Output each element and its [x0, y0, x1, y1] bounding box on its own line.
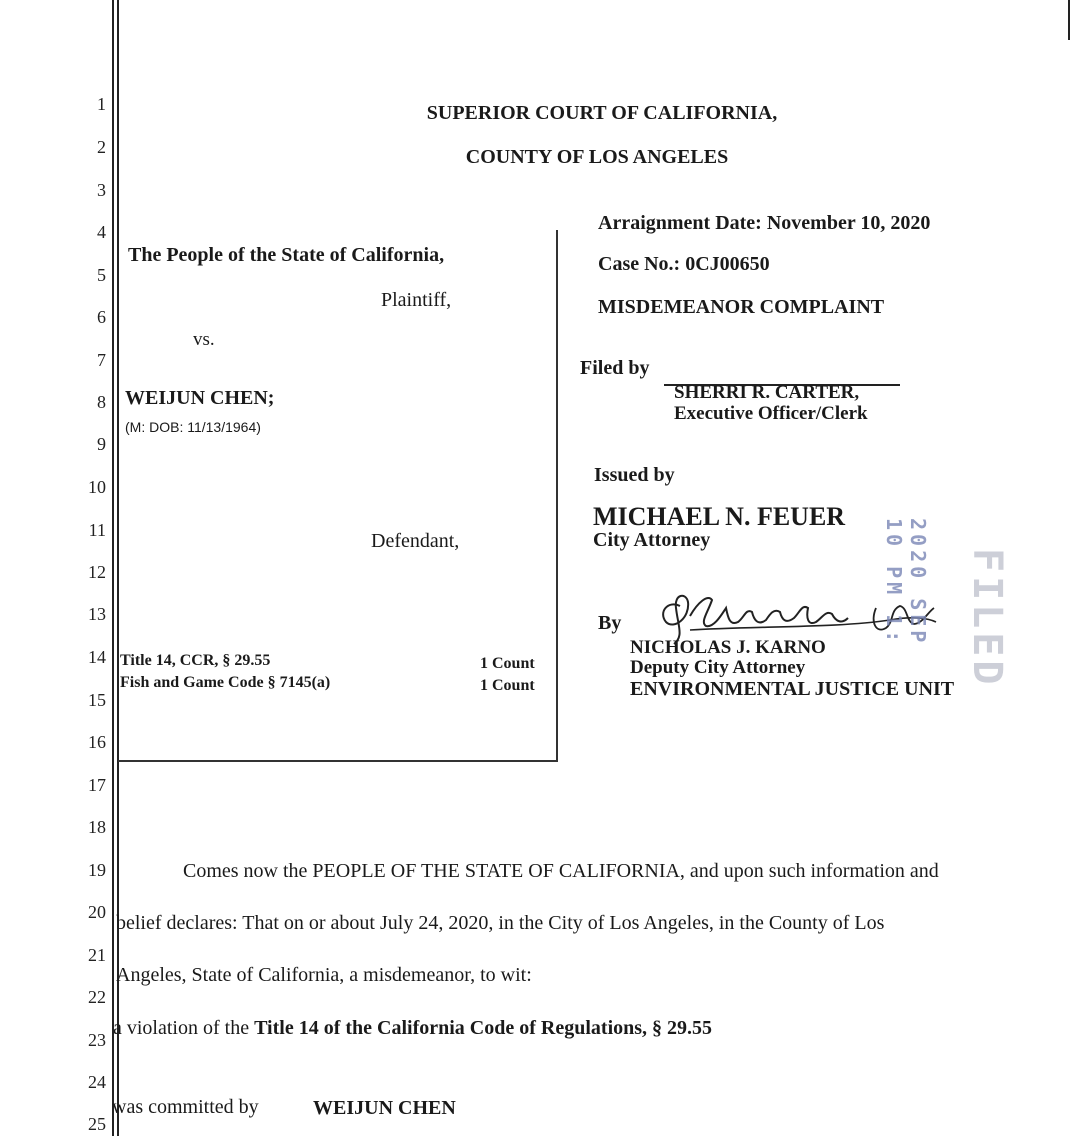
charge-code: Fish and Game Code § 7145(a) — [120, 674, 331, 691]
line-number: 6 — [97, 307, 106, 327]
line-number: 12 — [88, 562, 106, 582]
charge-code: Title 14, CCR, § 29.55 — [120, 652, 271, 669]
attorney-name: MICHAEL N. FEUER — [593, 502, 846, 531]
filed-stamp: FILED — [964, 548, 1010, 689]
defendant-name: WEIJUN CHEN; — [125, 387, 275, 409]
line-number: 14 — [88, 647, 106, 667]
line-number: 8 — [97, 392, 106, 412]
filed-date-stamp: 2020 SEP 10 PM 1: — [882, 518, 930, 647]
line-number: 16 — [88, 732, 106, 752]
clerk-title: Executive Officer/Clerk — [674, 403, 868, 424]
line-number: 23 — [88, 1030, 106, 1050]
line-number: 4 — [97, 222, 106, 242]
line-number: 22 — [88, 987, 106, 1007]
line-number: 20 — [88, 902, 106, 922]
body-line-3: Angeles, State of California, a misdemeanor, to wit: — [116, 964, 532, 986]
violation-prefix: a violation of the — [113, 1017, 255, 1039]
line-number: 7 — [97, 350, 106, 370]
deputy-title: Deputy City Attorney — [630, 657, 806, 678]
issued-by-label: Issued by — [594, 464, 675, 486]
violation-line — [113, 1017, 712, 1040]
margin-rule-left — [112, 0, 114, 1136]
complaint-type: MISDEMEANOR COMPLAINT — [598, 296, 885, 318]
charge-count: 1 Count — [480, 677, 535, 694]
line-number: 10 — [88, 477, 106, 497]
unit-name: ENVIRONMENTAL JUSTICE UNIT — [630, 678, 955, 700]
violation-code: Title 14 of the California Code of Regulations, § 29.55 — [254, 1017, 713, 1039]
line-number: 5 — [97, 265, 106, 285]
page-edge-rule — [1068, 0, 1070, 40]
line-number: 15 — [88, 690, 106, 710]
line-number: 24 — [88, 1072, 106, 1092]
defendant-label: Defendant, — [371, 530, 460, 552]
line-number: 2 — [97, 137, 106, 157]
line-number: 17 — [88, 775, 106, 795]
caption-box-bottom-rule — [118, 760, 558, 762]
line-number: 1 — [97, 94, 106, 114]
line-number: 13 — [88, 604, 106, 624]
defendant-dob: (M: DOB: 11/13/1964) — [125, 419, 261, 435]
line-number: 9 — [97, 434, 106, 454]
line-number: 19 — [88, 860, 106, 880]
committed-name: WEIJUN CHEN — [313, 1097, 456, 1119]
line-number: 3 — [97, 180, 106, 200]
arraignment-date: Arraignment Date: November 10, 2020 — [598, 212, 931, 234]
case-number: Case No.: 0CJ00650 — [598, 253, 770, 275]
line-number: 18 — [88, 817, 106, 837]
plaintiff-name: The People of the State of California, — [128, 244, 445, 266]
plaintiff-label: Plaintiff, — [381, 289, 452, 311]
body-line-1: Comes now the PEOPLE OF THE STATE OF CALIFORNIA, and upon such information and — [183, 860, 939, 882]
committed-prefix: was committed by — [112, 1096, 259, 1118]
court-name: SUPERIOR COURT OF CALIFORNIA, — [426, 102, 778, 124]
clerk-name: SHERRI R. CARTER, — [674, 382, 860, 403]
charge-count: 1 Count — [480, 655, 535, 672]
court-county: COUNTY OF LOS ANGELES — [465, 146, 729, 168]
line-number: 11 — [88, 520, 106, 540]
line-number: 21 — [88, 945, 106, 965]
filed-by-label: Filed by — [580, 357, 650, 379]
line-number: 25 — [88, 1114, 106, 1134]
attorney-title: City Attorney — [593, 529, 711, 551]
versus-label: vs. — [193, 329, 215, 350]
caption-box-right-rule — [556, 230, 558, 762]
by-label: By — [598, 612, 622, 634]
body-line-2: belief declares: That on or about July 24, 2020, in the City of Los Angeles, in the County of Los — [116, 912, 885, 934]
deputy-name: NICHOLAS J. KARNO — [630, 637, 826, 658]
